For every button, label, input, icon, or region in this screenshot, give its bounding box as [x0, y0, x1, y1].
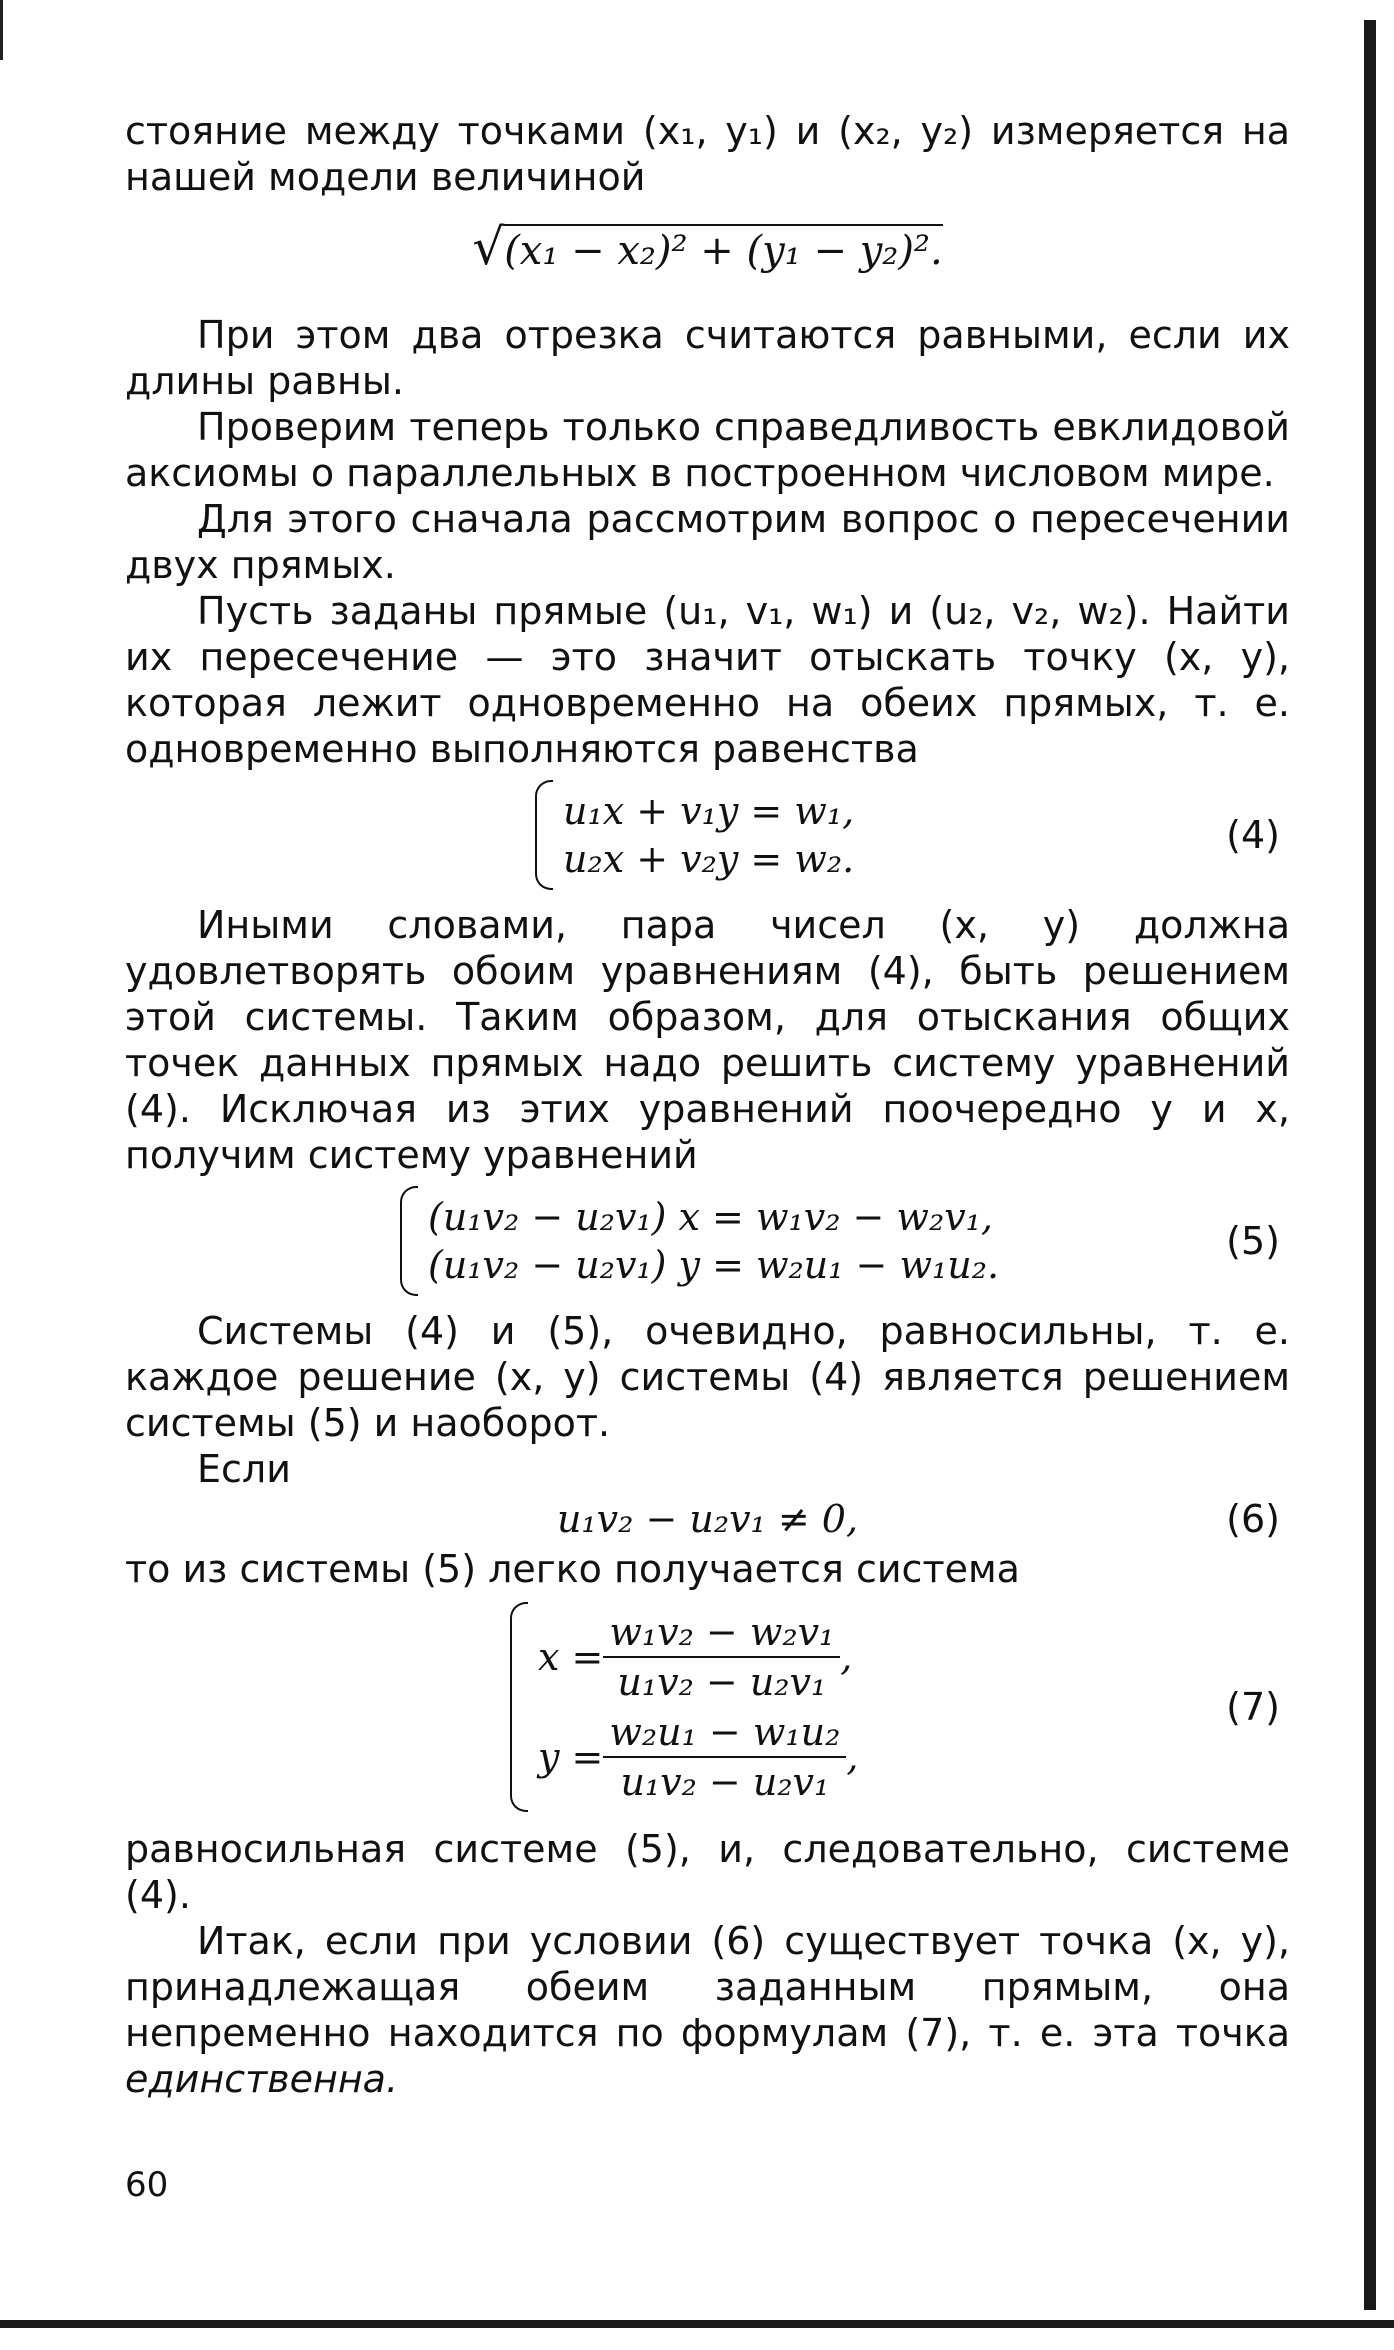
paragraph-intersection-question: Для этого сначала рассмотрим вопрос о пересечении двух прямых. [125, 497, 1290, 587]
paragraph-equal-segments: При этом два отрезка считаются равными, если их длины равны. [125, 313, 1290, 403]
scan-edge-left [0, 0, 3, 60]
equation-number-7: (7) [1226, 1685, 1280, 1729]
equation-number-4: (4) [1226, 813, 1280, 857]
system-7-y-comma: , [846, 1735, 859, 1779]
left-brace [400, 1186, 418, 1296]
sqrt-symbol: √ [472, 218, 505, 276]
fraction-x-denominator: u₁v₂ − u₂v₁ [617, 1660, 827, 1704]
emphasis-unique: единственна. [125, 2057, 399, 2101]
equation-system-7 [125, 1602, 1290, 1812]
paragraph-equivalent-system: равносильная системе (5), и, следовательно, системе (4). [125, 1827, 1290, 1917]
system-7-y-lhs: y = [538, 1735, 604, 1779]
paragraph-then-system: то из системы (5) легко получается система [125, 1547, 1020, 1591]
left-brace [510, 1602, 528, 1812]
paragraph-uniqueness [125, 1918, 1290, 2102]
paragraph-given-lines: Пусть заданы прямые (u₁, v₁, w₁) и (u₂, v₂, w₂). Найти их пересечение — это значит отыскать точку (x, y), которая лежит одновременно на обеих прямых, т. е. одновременно выполняются равенства [125, 589, 1290, 771]
fraction-x-numerator: w₁v₂ − w₂v₁ [603, 1610, 840, 1658]
paragraph-equivalence: Системы (4) и (5), очевидно, равносильны, т. е. каждое решение (x, y) системы (4) является решением системы (5) и наоборот. [125, 1309, 1290, 1445]
equation-system-4 [125, 780, 1290, 890]
paragraph-solution-system: Иными словами, пара чисел (x, y) должна удовлетворять обоим уравнениям (4), быть решением этой системы. Таким образом, для отыскания общих точек данных прямых надо решить систему уравнений (4). Исключая из этих уравнений поочередно y и x, получим систему уравнений [125, 903, 1290, 1177]
paragraph-parallel-axiom: Проверим теперь только справедливость евклидовой аксиомы о параллельных в построенном числовом мире. [125, 405, 1290, 495]
fraction-y-denominator: u₁v₂ − u₂v₁ [620, 1760, 830, 1804]
condition-6-expression: u₁v₂ − u₂v₁ ≠ 0, [556, 1497, 859, 1541]
system-5-line-2: (u₁v₂ − u₂v₁) y = w₂u₁ − w₁u₂. [428, 1243, 1000, 1287]
scan-edge-bottom [0, 2320, 1394, 2328]
equation-number-5: (5) [1226, 1219, 1280, 1263]
fraction-x [603, 1610, 840, 1704]
paragraph-distance-intro: стояние между точками (x₁, y₁) и (x₂, y₂) измеряется на нашей модели величиной [125, 109, 1290, 199]
scan-edge-right [1364, 20, 1376, 2310]
fraction-y-numerator: w₂u₁ − w₁u₂ [603, 1710, 846, 1758]
system-5-line-1: (u₁v₂ − u₂v₁) x = w₁v₂ − w₂v₁, [428, 1195, 993, 1239]
system-7-x-row [538, 1607, 858, 1707]
system-7-x-lhs: x = [538, 1635, 604, 1679]
left-brace [535, 780, 553, 890]
system-4-line-2: u₂x + v₂y = w₂. [563, 837, 855, 881]
equation-number-6: (6) [1226, 1497, 1280, 1541]
paragraph-uniqueness-text: Итак, если при условии (6) существует точка (x, y), принадлежащая обеим заданным прямым, она непременно находится по формулам (7), т. е. эта точка [125, 1919, 1290, 2055]
page-number: 60 [125, 2165, 169, 2205]
page-body [125, 108, 1290, 2102]
system-4-line-1: u₁x + v₁y = w₁, [563, 789, 855, 833]
system-7-x-comma: , [840, 1635, 853, 1679]
equation-system-5 [125, 1186, 1290, 1296]
fraction-y [603, 1710, 846, 1804]
system-7-y-row [538, 1707, 858, 1807]
formula-distance [125, 206, 1290, 298]
condition-6 [125, 1492, 1290, 1546]
distance-radicand: (x₁ − x₂)² + (y₁ − y₂)². [504, 224, 943, 274]
paragraph-if: Если [197, 1447, 291, 1491]
